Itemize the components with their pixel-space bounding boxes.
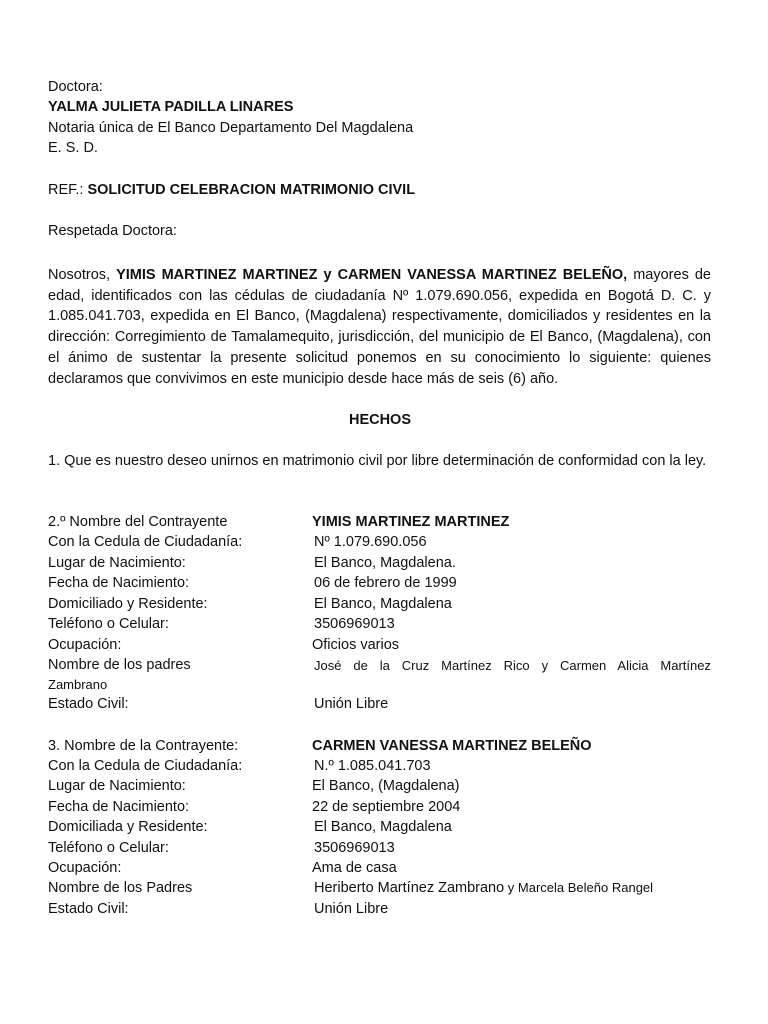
groom-parents-value-line1: José de la Cruz Martínez Rico y Carmen Alicia Martínez xyxy=(314,658,711,673)
bride-status-value: Unión Libre xyxy=(314,901,389,917)
groom-birthdate-value: 06 de febrero de 1999 xyxy=(314,575,457,591)
reference-label: REF.: xyxy=(48,182,84,198)
groom-id-label: Con la Cedula de Ciudadanía: xyxy=(48,534,243,550)
intro-body: mayores de edad, identificados con las cédulas de ciudadanía Nº 1.079.690.056, expedida en Bogotá D. C. y 1.085.041.703, expedida en El Banco, (Magdalena) respectivamente, domiciliados y residentes en la dirección: Corregimiento de Tamalamequito, jurisdicción, del municipio de El Banco, (Magdalena), con el ánimo de sustentar la presente solicitud ponemos en su conocimiento lo siguiente: quienes declaramos que convivimos en este municipio desde hace más de seis (6) año. xyxy=(48,267,711,387)
bride-occupation-label: Ocupación: xyxy=(48,860,122,876)
groom-name: YIMIS MARTINEZ MARTINEZ xyxy=(312,514,510,530)
bride-name-row xyxy=(48,736,711,757)
groom-birthplace-row xyxy=(48,553,711,574)
groom-residence-value: El Banco, Magdalena xyxy=(314,596,452,612)
groom-parents-label: Nombre de los padres xyxy=(48,657,191,673)
bride-occupation-value: Ama de casa xyxy=(312,860,397,876)
bride-name: CARMEN VANESSA MARTINEZ BELEÑO xyxy=(312,738,592,754)
groom-birthdate-row xyxy=(48,573,711,594)
fact-1: 1. Que es nuestro deseo unirnos en matrimonio civil por libre determinación de conformidad con la ley. xyxy=(48,453,707,469)
bride-phone-value: 3506969013 xyxy=(314,840,395,856)
bride-birthplace-label: Lugar de Nacimiento: xyxy=(48,778,186,794)
groom-residence-label: Domiciliado y Residente: xyxy=(48,596,208,612)
groom-status-row xyxy=(48,694,711,715)
groom-id-row xyxy=(48,532,711,553)
groom-residence-row xyxy=(48,594,711,615)
bride-birthdate-label: Fecha de Nacimiento: xyxy=(48,799,190,815)
bride-residence-label: Domiciliada y Residente: xyxy=(48,819,208,835)
bride-phone-row xyxy=(48,838,711,859)
groom-name-row xyxy=(48,512,711,533)
bride-birthplace-value: El Banco, (Magdalena) xyxy=(312,778,460,794)
bride-parents-value xyxy=(314,878,653,899)
groom-occupation-label: Ocupación: xyxy=(48,637,122,653)
bride-occupation-row xyxy=(48,858,711,879)
bride-parents-value-b: y Marcela Beleño Rangel xyxy=(504,880,654,895)
groom-birthplace-value: El Banco, Magdalena. xyxy=(314,555,456,571)
groom-phone-row xyxy=(48,614,711,635)
groom-occupation-row xyxy=(48,635,711,656)
reference-subject: SOLICITUD CELEBRACION MATRIMONIO CIVIL xyxy=(87,182,416,198)
reference-line xyxy=(48,180,415,201)
bride-id-label: Con la Cedula de Ciudadanía: xyxy=(48,758,243,774)
greeting: Respetada Doctora: xyxy=(48,223,177,239)
groom-phone-label: Teléfono o Celular: xyxy=(48,616,169,632)
groom-birthplace-label: Lugar de Nacimiento: xyxy=(48,555,186,571)
facts-heading: HECHOS xyxy=(348,412,412,428)
bride-parents-value-a: Heriberto Martínez Zambrano xyxy=(314,880,505,896)
bride-name-label: 3. Nombre de la Contrayente: xyxy=(48,738,239,754)
esd-line: E. S. D. xyxy=(48,140,98,156)
bride-birthdate-row xyxy=(48,797,711,818)
groom-phone-value: 3506969013 xyxy=(314,616,395,632)
intro-names: YIMIS MARTINEZ MARTINEZ y CARMEN VANESSA MARTINEZ BELEÑO, xyxy=(116,267,628,283)
bride-parents-row xyxy=(48,878,711,899)
groom-parents-value-line2: Zambrano xyxy=(48,677,108,692)
groom-status-value: Unión Libre xyxy=(314,696,389,712)
bride-birthplace-row xyxy=(48,776,711,797)
bride-id-row xyxy=(48,756,711,777)
bride-status-row xyxy=(48,899,711,920)
intro-paragraph xyxy=(48,265,711,389)
bride-phone-label: Teléfono o Celular: xyxy=(48,840,169,856)
bride-id-value: N.º 1.085.041.703 xyxy=(314,758,431,774)
groom-name-label: 2.º Nombre del Contrayente xyxy=(48,514,228,530)
groom-occupation-value: Oficios varios xyxy=(312,637,400,653)
recipient-role: Notaria única de El Banco Departamento Del Magdalena xyxy=(48,120,414,136)
bride-residence-row xyxy=(48,817,711,838)
groom-birthdate-label: Fecha de Nacimiento: xyxy=(48,575,190,591)
groom-status-label: Estado Civil: xyxy=(48,696,129,712)
intro-lead: Nosotros, xyxy=(48,267,117,283)
groom-id-value: Nº 1.079.690.056 xyxy=(314,534,427,550)
bride-residence-value: El Banco, Magdalena xyxy=(314,819,452,835)
bride-parents-label: Nombre de los Padres xyxy=(48,880,193,896)
recipient-name: YALMA JULIETA PADILLA LINARES xyxy=(48,99,294,115)
salutation-line: Doctora: xyxy=(48,79,103,95)
bride-status-label: Estado Civil: xyxy=(48,901,129,917)
bride-birthdate-value: 22 de septiembre 2004 xyxy=(312,799,461,815)
